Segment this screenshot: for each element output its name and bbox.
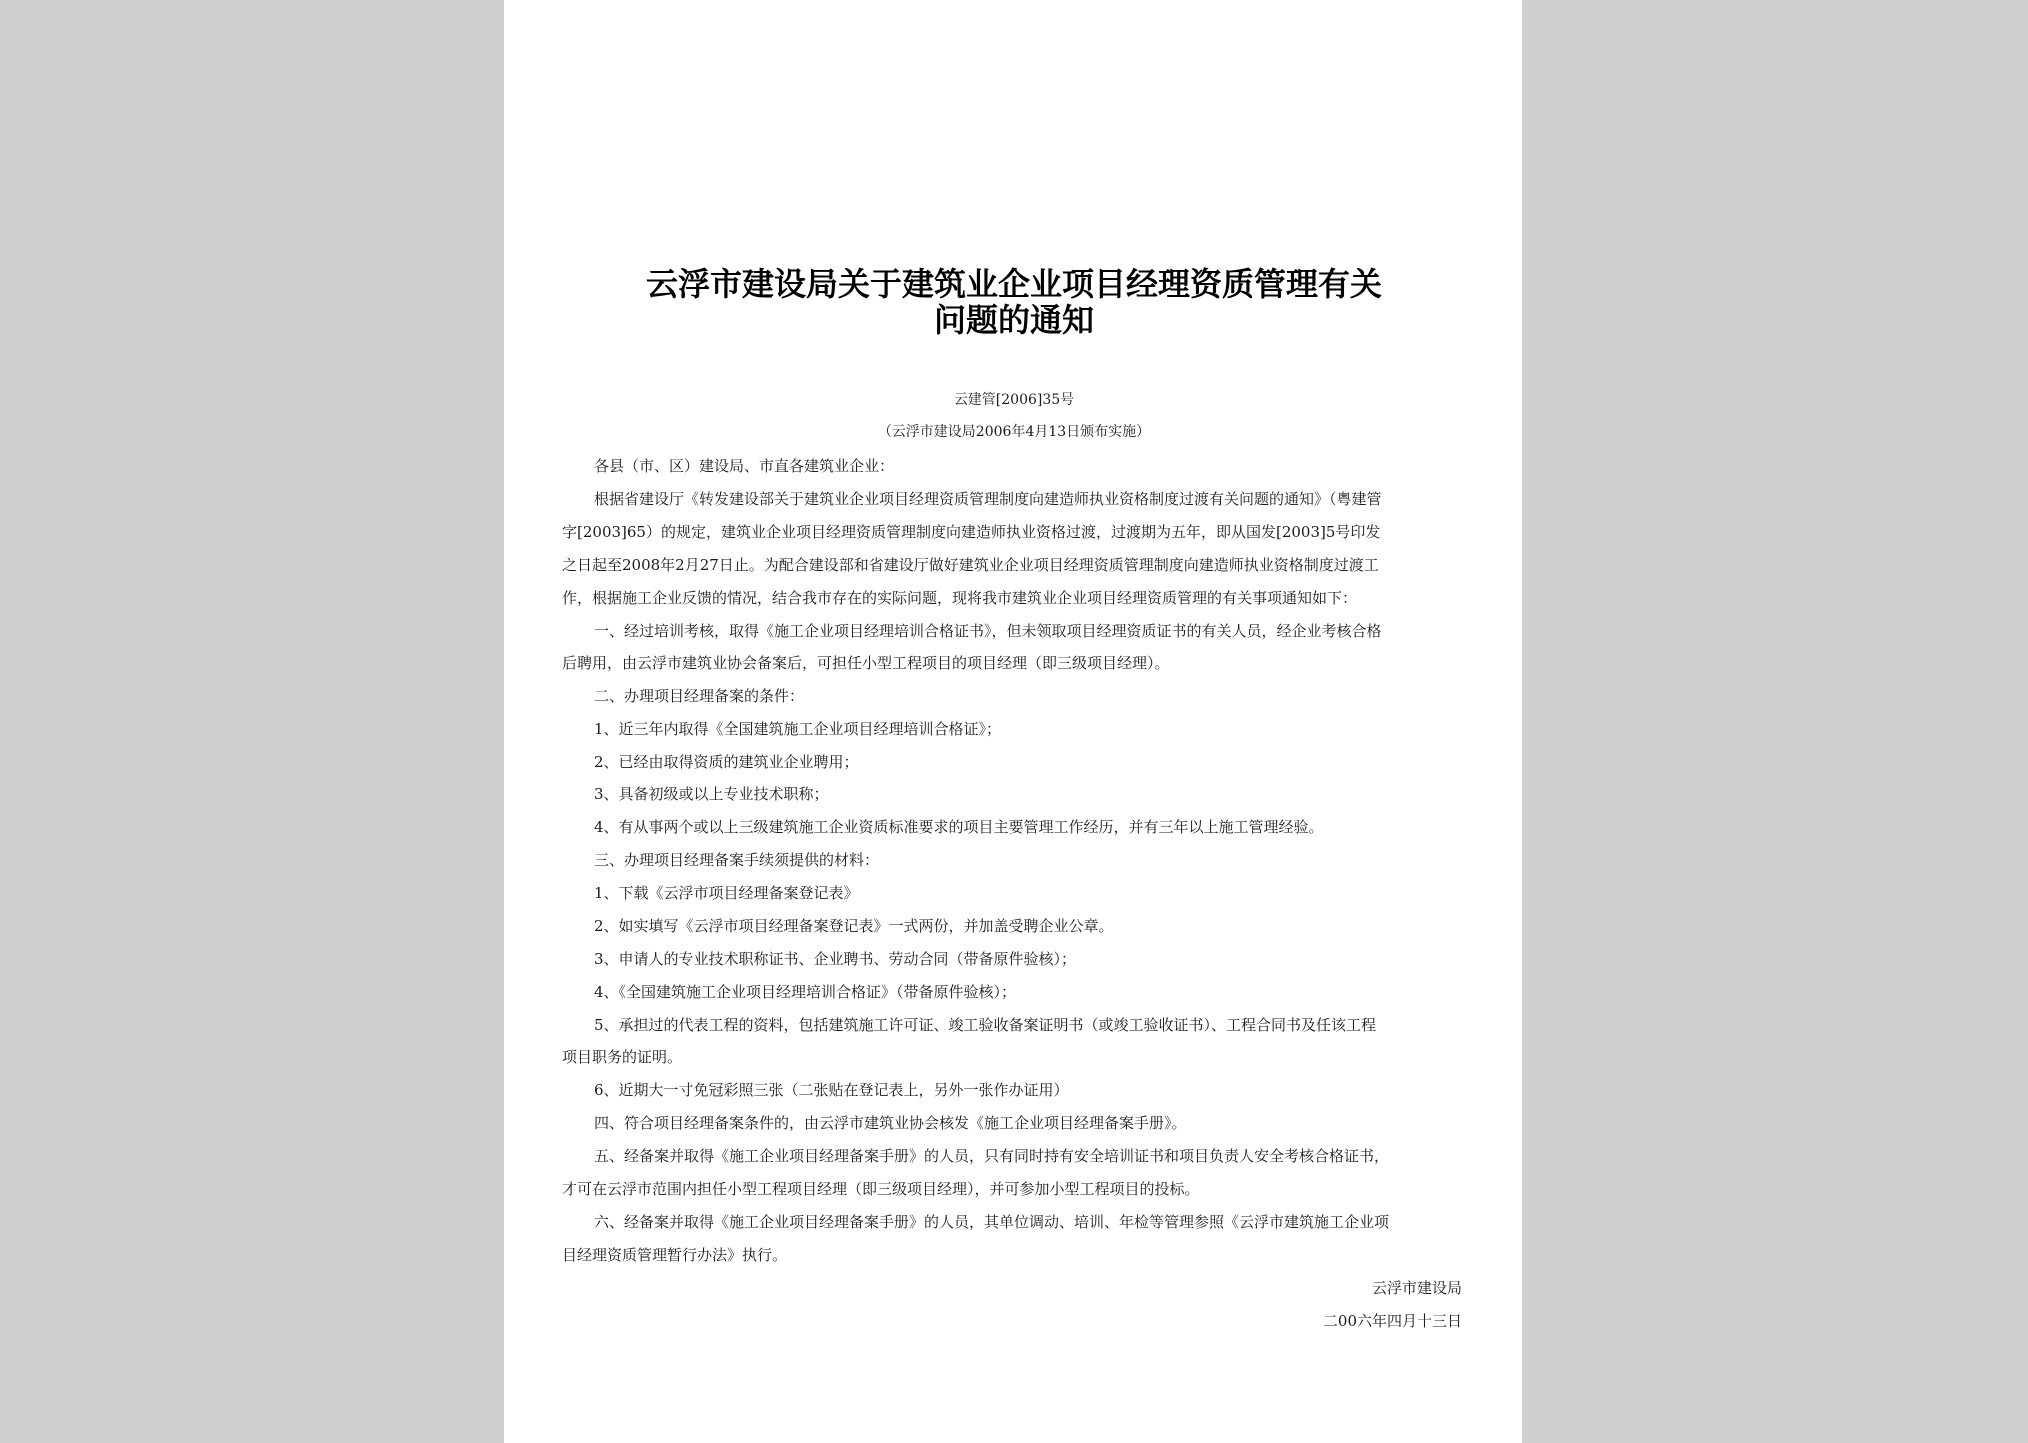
list-item: 3、申请人的专业技术职称证书、企业聘书、劳动合同（带备原件验核）； <box>594 950 1077 968</box>
salutation: 各县（市、区）建设局、市直各建筑业企业： <box>594 457 895 475</box>
document-number: 云建管[2006]35号 <box>953 392 1075 408</box>
list-item: 1、下载《云浮市项目经理备案登记表》 <box>594 884 859 902</box>
body-line: 才可在云浮市范围内担任小型工程项目经理（即三级项目经理），并可参加小型工程项目的投标。 <box>562 1180 1200 1198</box>
body-line: 一、经过培训考核，取得《施工企业项目经理培训合格证书》，但未领取项目经理资质证书的有关人员，经企业考核合格 <box>594 622 1382 640</box>
body-line: 字[2003]65）的规定，建筑业企业项目经理资质管理制度向建造师执业资格过渡，过渡期为五年，即从国发[2003]5号印发 <box>562 523 1381 541</box>
list-item: 4、有从事两个或以上三级建筑施工企业资质标准要求的项目主要管理工作经历，并有三年以上施工管理经验。 <box>594 818 1324 836</box>
body-line: 之日起至2008年2月27日止。为配合建设部和省建设厅做好建筑业企业项目经理资质管理制度向建造师执业资格制度过渡工 <box>562 556 1379 574</box>
document-title-line-2: 问题的通知 <box>933 301 1094 339</box>
body-line: 作，根据施工企业反馈的情况，结合我市存在的实际问题，现将我市建筑业企业项目经理资质管理的有关事项通知如下： <box>562 589 1358 607</box>
list-item: 3、具备初级或以上专业技术职称； <box>594 785 829 803</box>
section-heading: 三、办理项目经理备案手续须提供的材料： <box>594 851 880 869</box>
body-line: 目经理资质管理暂行办法》执行。 <box>562 1246 788 1264</box>
body-line: 后聘用，由云浮市建筑业协会备案后，可担任小型工程项目的项目经理（即三级项目经理）。 <box>562 654 1170 672</box>
list-item: 4、《全国建筑施工企业项目经理培训合格证》（带备原件验核）； <box>594 983 1017 1001</box>
body-line: 项目职务的证明。 <box>562 1048 683 1066</box>
signature-date: 二00六年四月十三日 <box>1322 1312 1462 1330</box>
section-heading: 五、经备案并取得《施工企业项目经理备案手册》的人员，只有同时持有安全培训证书和项目负责人安全考核合格证书， <box>594 1147 1390 1165</box>
signature: 云浮市建设局 <box>1371 1279 1462 1297</box>
section-heading: 六、经备案并取得《施工企业项目经理备案手册》的人员，其单位调动、培训、年检等管理参照《云浮市建筑施工企业项 <box>594 1213 1390 1231</box>
section-heading: 四、符合项目经理备案条件的，由云浮市建筑业协会核发《施工企业项目经理备案手册》。 <box>594 1114 1187 1132</box>
list-item: 6、近期大一寸免冠彩照三张（二张贴在登记表上，另外一张作办证用） <box>594 1081 1069 1099</box>
list-item: 5、承担过的代表工程的资料，包括建筑施工许可证、竣工验收备案证明书（或竣工验收证书）、工程合同书及任该工程 <box>594 1016 1377 1034</box>
section-heading: 二、办理项目经理备案的条件： <box>594 687 805 705</box>
document-title-line-1: 云浮市建设局关于建筑业企业项目经理资质管理有关 <box>645 265 1382 303</box>
document-page <box>504 0 1522 1443</box>
list-item: 2、如实填写《云浮市项目经理备案登记表》一式两份，并加盖受聘企业公章。 <box>594 917 1114 935</box>
issued-note: （云浮市建设局2006年4月13日颁布实施） <box>877 424 1151 440</box>
list-item: 1、近三年内取得《全国建筑施工企业项目经理培训合格证》； <box>594 720 1002 738</box>
body-line: 根据省建设厅《转发建设部关于建筑业企业项目经理资质管理制度向建造师执业资格制度过渡有关问题的通知》（粤建管 <box>594 490 1382 508</box>
list-item: 2、已经由取得资质的建筑业企业聘用； <box>594 753 859 771</box>
